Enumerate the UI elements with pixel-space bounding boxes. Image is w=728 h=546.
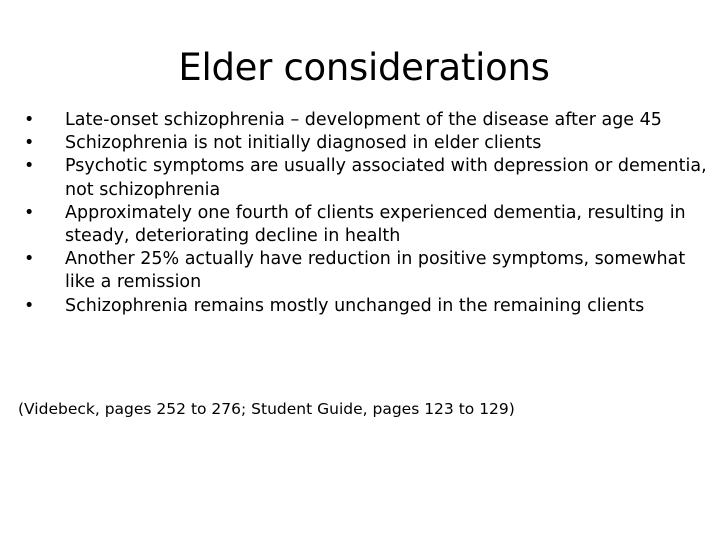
bullet-item <box>18 109 718 132</box>
bullet-text: Schizophrenia remains mostly unchanged in the remaining clients <box>65 295 645 316</box>
bullet-text: Late-onset schizophrenia – development of the disease after age 45 <box>65 110 662 130</box>
bullet-marker: • <box>24 295 35 316</box>
bullet-marker: • <box>24 110 35 130</box>
bullet-item <box>18 132 718 155</box>
bullet-list <box>18 109 718 318</box>
bullet-marker: • <box>24 202 35 223</box>
bullet-text: Schizophrenia is not initially diagnosed in elder clients <box>65 133 542 154</box>
bullet-text: Another 25% actually have reduction in positive symptoms, somewhat like a remission <box>65 249 686 293</box>
bullet-marker: • <box>24 156 35 177</box>
bullet-text: Approximately one fourth of clients experienced dementia, resulting in steady, deteriorating decline in health <box>65 202 686 247</box>
bullet-item <box>18 155 718 201</box>
bullet-marker: • <box>24 133 35 154</box>
citation: (Videbeck, pages 252 to 276; Student Guide, pages 123 to 129) <box>18 400 515 418</box>
bullet-item <box>18 295 718 318</box>
bullet-marker: • <box>24 249 35 270</box>
slide-title: Elder considerations <box>178 46 550 89</box>
bullet-item <box>18 248 718 294</box>
bullet-item <box>18 202 718 248</box>
bullet-text: Psychotic symptoms are usually associated with depression or dementia, not schizophrenia <box>65 156 707 200</box>
